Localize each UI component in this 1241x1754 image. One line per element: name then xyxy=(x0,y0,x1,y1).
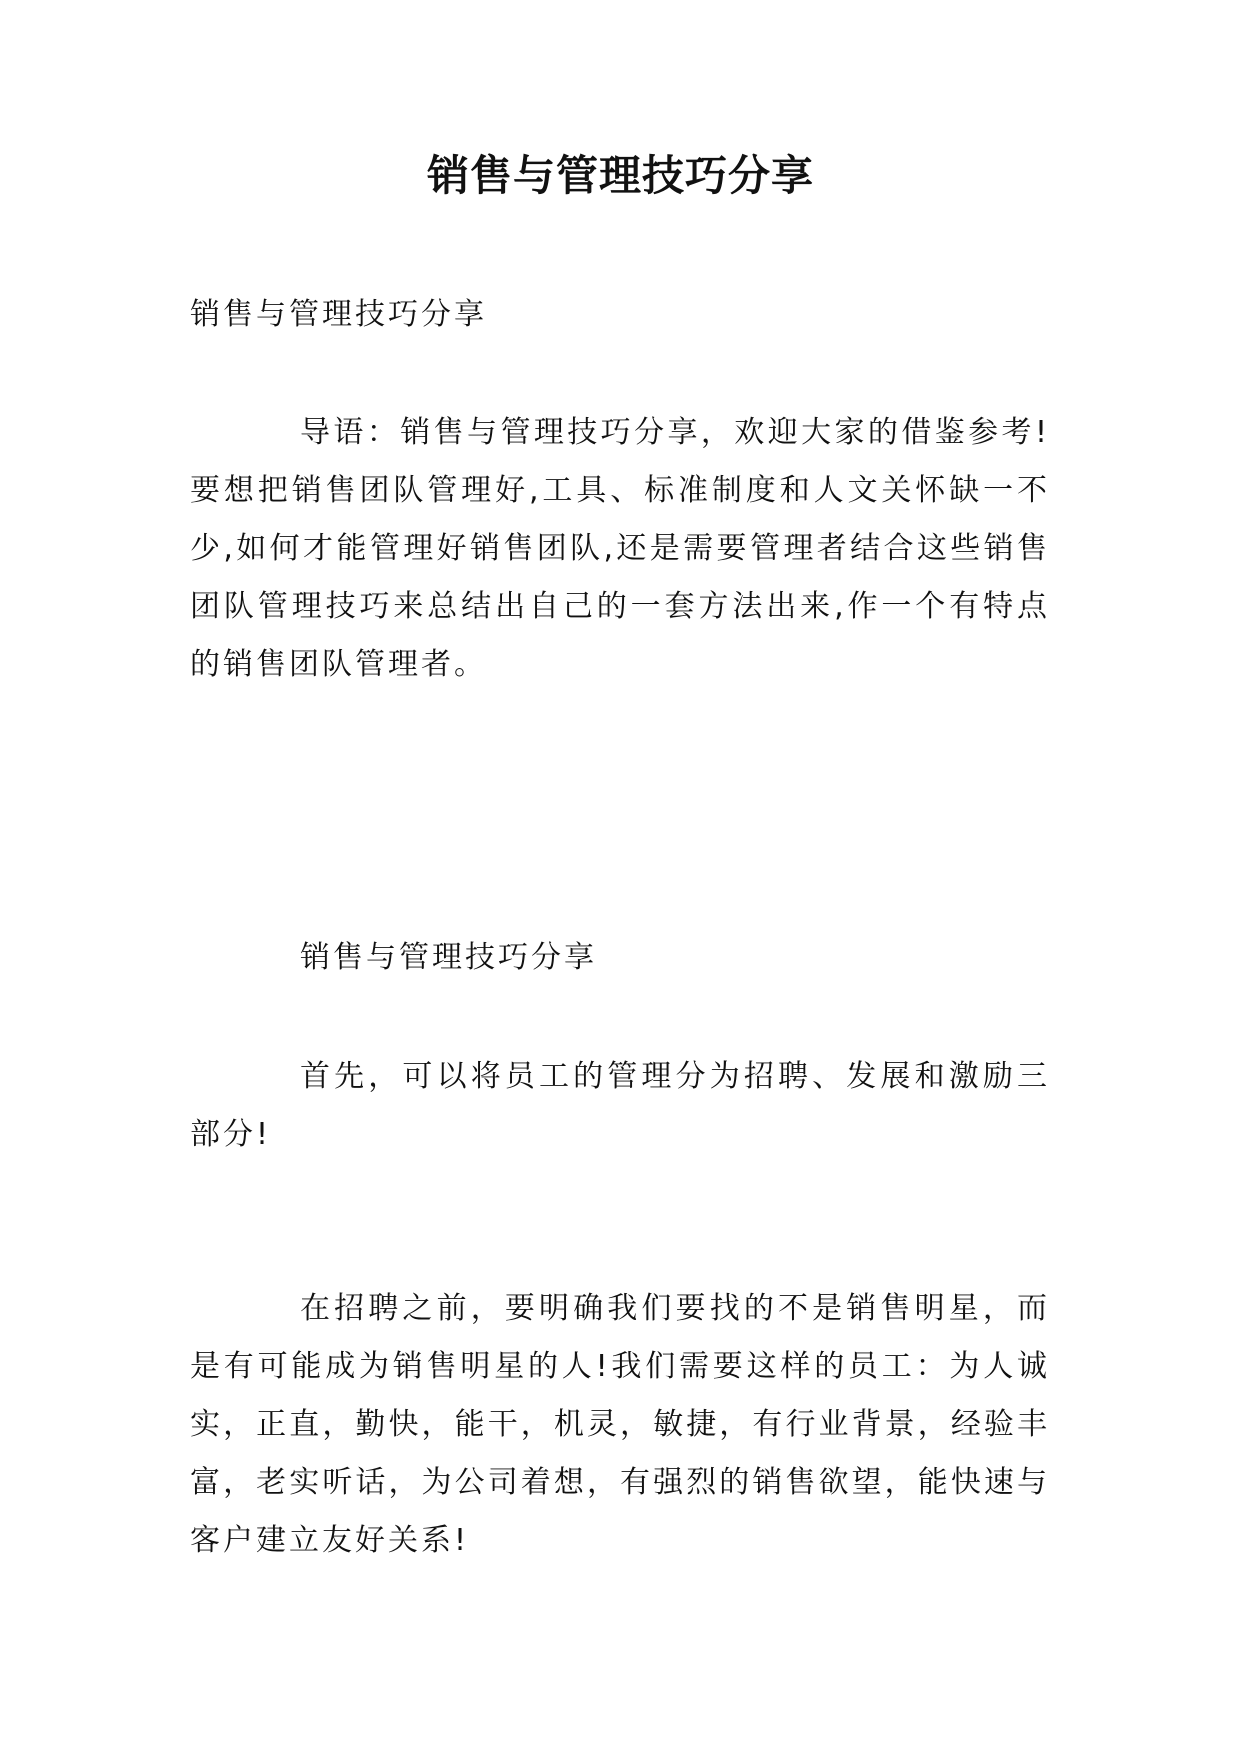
recruit-paragraph: 在招聘之前，要明确我们要找的不是销售明星，而是有可能成为销售明星的人!我们需要这样的员工：为人诚实，正直，勤快，能干，机灵，敏捷，有行业背景，经验丰富，老实听话，为公司着想，有强烈的销售欲望，能快速与客户建立友好关系! xyxy=(190,1291,1050,1558)
first-paragraph: 首先，可以将员工的管理分为招聘、发展和激励三部分! xyxy=(190,1059,1050,1152)
intro-paragraph: 导语：销售与管理技巧分享，欢迎大家的借鉴参考!要想把销售团队管理好,工具、标准制度和人文关怀缺一不少,如何才能管理好销售团队,还是需要管理者结合这些销售团队管理技巧来总结出自己的一套方法出来,作一个有特点的销售团队管理者。 xyxy=(190,415,1050,682)
document-subtitle: 销售与管理技巧分享 xyxy=(190,297,487,332)
document-title: 销售与管理技巧分享 xyxy=(426,151,814,200)
section-heading: 销售与管理技巧分享 xyxy=(300,940,597,975)
